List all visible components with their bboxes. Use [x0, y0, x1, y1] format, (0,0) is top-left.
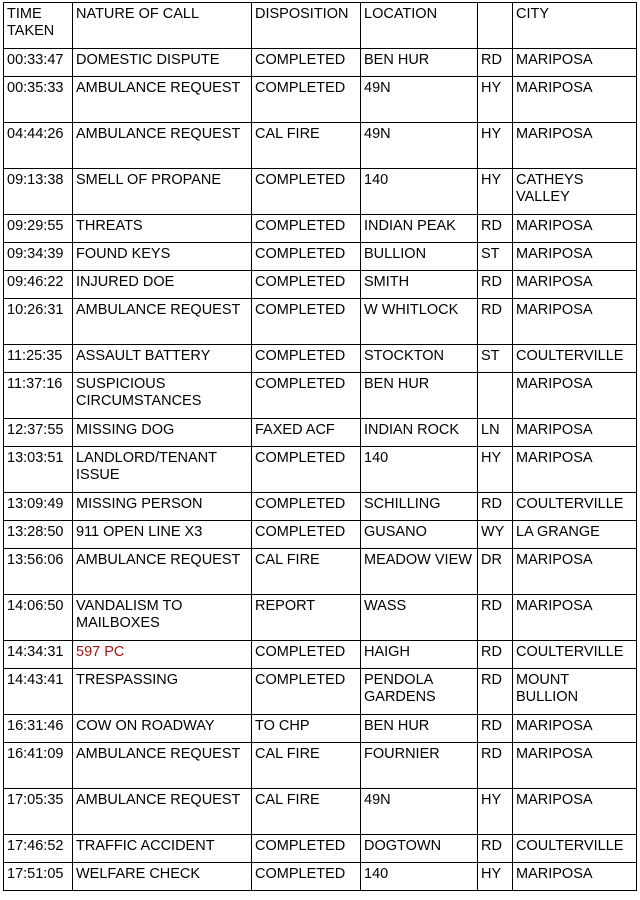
cell-location: W WHITLOCK — [361, 299, 478, 345]
table-row — [4, 549, 637, 595]
cell-time-taken: 14:43:41 — [4, 669, 73, 715]
table-row — [4, 595, 637, 641]
cell-location: 140 — [361, 447, 478, 493]
table-row — [4, 419, 637, 447]
cell-city: MARIPOSA — [513, 123, 637, 169]
table-row — [4, 521, 637, 549]
cell-city: MARIPOSA — [513, 215, 637, 243]
table-row — [4, 169, 637, 215]
cell-city: MARIPOSA — [513, 419, 637, 447]
cell-location: BEN HUR — [361, 49, 478, 77]
cell-street-type: HY — [478, 77, 513, 123]
cell-disposition: TO CHP — [252, 715, 361, 743]
cell-location: HAIGH — [361, 641, 478, 669]
cell-city: MOUNT BULLION — [513, 669, 637, 715]
cell-disposition: REPORT — [252, 595, 361, 641]
cell-time-taken: 13:03:51 — [4, 447, 73, 493]
cell-street-type: RD — [478, 715, 513, 743]
cell-disposition: COMPLETED — [252, 215, 361, 243]
cell-street-type: HY — [478, 123, 513, 169]
table-row — [4, 77, 637, 123]
cell-disposition: CAL FIRE — [252, 549, 361, 595]
cell-disposition: COMPLETED — [252, 493, 361, 521]
cell-street-type: RD — [478, 595, 513, 641]
cell-time-taken: 00:35:33 — [4, 77, 73, 123]
cell-nature-of-call: FOUND KEYS — [73, 243, 252, 271]
cell-location: DOGTOWN — [361, 835, 478, 863]
cell-location: STOCKTON — [361, 345, 478, 373]
cell-disposition: COMPLETED — [252, 299, 361, 345]
cell-nature-of-call: AMBULANCE REQUEST — [73, 123, 252, 169]
header-city: CITY — [513, 3, 637, 49]
cell-city: MARIPOSA — [513, 789, 637, 835]
table-row — [4, 271, 637, 299]
cell-nature-of-call: AMBULANCE REQUEST — [73, 549, 252, 595]
cell-disposition: COMPLETED — [252, 243, 361, 271]
cell-city: MARIPOSA — [513, 447, 637, 493]
cell-time-taken: 13:28:50 — [4, 521, 73, 549]
cell-street-type: DR — [478, 549, 513, 595]
cell-disposition: COMPLETED — [252, 49, 361, 77]
cell-disposition: COMPLETED — [252, 345, 361, 373]
cell-city: LA GRANGE — [513, 521, 637, 549]
cell-time-taken: 12:37:55 — [4, 419, 73, 447]
header-nature-of-call: NATURE OF CALL — [73, 3, 252, 49]
header-row — [4, 3, 637, 49]
cell-nature-of-call: LANDLORD/TENANT ISSUE — [73, 447, 252, 493]
cell-street-type: RD — [478, 493, 513, 521]
table-row — [4, 743, 637, 789]
table-row — [4, 789, 637, 835]
cell-disposition: COMPLETED — [252, 863, 361, 891]
cell-disposition: COMPLETED — [252, 835, 361, 863]
table-row — [4, 215, 637, 243]
cell-nature-of-call: WELFARE CHECK — [73, 863, 252, 891]
cell-disposition: COMPLETED — [252, 169, 361, 215]
cell-street-type: RD — [478, 215, 513, 243]
cell-nature-of-call: SMELL OF PROPANE — [73, 169, 252, 215]
cell-time-taken: 09:13:38 — [4, 169, 73, 215]
cell-location: BEN HUR — [361, 373, 478, 419]
cell-city: MARIPOSA — [513, 243, 637, 271]
cell-city: MARIPOSA — [513, 595, 637, 641]
table-row — [4, 669, 637, 715]
cell-street-type — [478, 373, 513, 419]
cell-city: MARIPOSA — [513, 743, 637, 789]
table-row — [4, 345, 637, 373]
cell-disposition: CAL FIRE — [252, 789, 361, 835]
cell-nature-of-call: MISSING DOG — [73, 419, 252, 447]
cell-street-type: HY — [478, 447, 513, 493]
cell-nature-of-call: AMBULANCE REQUEST — [73, 743, 252, 789]
cell-nature-of-call: AMBULANCE REQUEST — [73, 789, 252, 835]
cell-street-type: RD — [478, 49, 513, 77]
cell-nature-of-call: TRESPASSING — [73, 669, 252, 715]
header-disposition: DISPOSITION — [252, 3, 361, 49]
cell-nature-of-call: INJURED DOE — [73, 271, 252, 299]
table-row — [4, 715, 637, 743]
cell-time-taken: 14:06:50 — [4, 595, 73, 641]
cell-city: MARIPOSA — [513, 863, 637, 891]
cell-street-type: WY — [478, 521, 513, 549]
cell-city: MARIPOSA — [513, 271, 637, 299]
cell-nature-of-call: ASSAULT BATTERY — [73, 345, 252, 373]
cell-street-type: RD — [478, 835, 513, 863]
table-row — [4, 243, 637, 271]
cell-nature-of-call: AMBULANCE REQUEST — [73, 299, 252, 345]
table-row — [4, 641, 637, 669]
cell-location: MEADOW VIEW — [361, 549, 478, 595]
cell-nature-of-call: 911 OPEN LINE X3 — [73, 521, 252, 549]
cell-city: MARIPOSA — [513, 77, 637, 123]
cell-time-taken: 16:31:46 — [4, 715, 73, 743]
cell-location: INDIAN PEAK — [361, 215, 478, 243]
cell-street-type: RD — [478, 743, 513, 789]
cell-time-taken: 00:33:47 — [4, 49, 73, 77]
cell-street-type: HY — [478, 169, 513, 215]
cell-location: GUSANO — [361, 521, 478, 549]
cell-nature-of-call: DOMESTIC DISPUTE — [73, 49, 252, 77]
cell-nature-of-call: VANDALISM TO MAILBOXES — [73, 595, 252, 641]
cell-disposition: CAL FIRE — [252, 743, 361, 789]
cell-time-taken: 11:25:35 — [4, 345, 73, 373]
table-row — [4, 447, 637, 493]
table-row — [4, 49, 637, 77]
cell-street-type: RD — [478, 271, 513, 299]
cell-city: MARIPOSA — [513, 373, 637, 419]
cell-nature-of-call: MISSING PERSON — [73, 493, 252, 521]
cell-nature-of-call: TRAFFIC ACCIDENT — [73, 835, 252, 863]
cell-street-type: HY — [478, 863, 513, 891]
cell-street-type: ST — [478, 243, 513, 271]
table-row — [4, 835, 637, 863]
cell-city: CATHEYS VALLEY — [513, 169, 637, 215]
cell-location: 140 — [361, 863, 478, 891]
table-row — [4, 123, 637, 169]
cell-nature-of-call: AMBULANCE REQUEST — [73, 77, 252, 123]
cell-location: 140 — [361, 169, 478, 215]
cell-time-taken: 11:37:16 — [4, 373, 73, 419]
cell-street-type: HY — [478, 789, 513, 835]
cell-time-taken: 17:05:35 — [4, 789, 73, 835]
cell-time-taken: 17:51:05 — [4, 863, 73, 891]
header-time-taken: TIME TAKEN — [4, 3, 73, 49]
cell-nature-of-call: SUSPICIOUS CIRCUMSTANCES — [73, 373, 252, 419]
cell-time-taken: 14:34:31 — [4, 641, 73, 669]
cell-location: SMITH — [361, 271, 478, 299]
cell-disposition: COMPLETED — [252, 521, 361, 549]
cell-time-taken: 09:46:22 — [4, 271, 73, 299]
cell-location: BULLION — [361, 243, 478, 271]
cell-city: COULTERVILLE — [513, 493, 637, 521]
cell-disposition: FAXED ACF — [252, 419, 361, 447]
cell-disposition: COMPLETED — [252, 641, 361, 669]
cell-time-taken: 10:26:31 — [4, 299, 73, 345]
cell-location: 49N — [361, 123, 478, 169]
header-location: LOCATION — [361, 3, 478, 49]
cell-street-type: RD — [478, 669, 513, 715]
cell-city: COULTERVILLE — [513, 345, 637, 373]
cell-city: MARIPOSA — [513, 49, 637, 77]
cell-disposition: COMPLETED — [252, 77, 361, 123]
cell-disposition: COMPLETED — [252, 669, 361, 715]
cell-time-taken: 16:41:09 — [4, 743, 73, 789]
cell-time-taken: 04:44:26 — [4, 123, 73, 169]
cell-street-type: ST — [478, 345, 513, 373]
cell-location: PENDOLA GARDENS — [361, 669, 478, 715]
table-row — [4, 863, 637, 891]
table-row — [4, 493, 637, 521]
cell-city: MARIPOSA — [513, 715, 637, 743]
cell-city: MARIPOSA — [513, 299, 637, 345]
cell-time-taken: 09:34:39 — [4, 243, 73, 271]
cell-city: COULTERVILLE — [513, 835, 637, 863]
table-row — [4, 299, 637, 345]
cell-location: SCHILLING — [361, 493, 478, 521]
cell-location: WASS — [361, 595, 478, 641]
cell-time-taken: 17:46:52 — [4, 835, 73, 863]
cell-location: 49N — [361, 789, 478, 835]
cell-disposition: CAL FIRE — [252, 123, 361, 169]
cell-street-type: LN — [478, 419, 513, 447]
cell-disposition: COMPLETED — [252, 373, 361, 419]
cell-city: MARIPOSA — [513, 549, 637, 595]
header-street-type — [478, 3, 513, 49]
cell-location: BEN HUR — [361, 715, 478, 743]
cell-location: INDIAN ROCK — [361, 419, 478, 447]
cell-location: 49N — [361, 77, 478, 123]
cell-street-type: RD — [478, 641, 513, 669]
table-row — [4, 373, 637, 419]
cell-time-taken: 13:09:49 — [4, 493, 73, 521]
cell-nature-of-call: COW ON ROADWAY — [73, 715, 252, 743]
cell-disposition: COMPLETED — [252, 271, 361, 299]
cell-time-taken: 13:56:06 — [4, 549, 73, 595]
cell-nature-of-call: 597 PC — [73, 641, 252, 669]
cell-disposition: COMPLETED — [252, 447, 361, 493]
cell-city: COULTERVILLE — [513, 641, 637, 669]
cell-location: FOURNIER — [361, 743, 478, 789]
cell-nature-of-call: THREATS — [73, 215, 252, 243]
call-log-table — [3, 2, 637, 891]
cell-street-type: RD — [478, 299, 513, 345]
cell-time-taken: 09:29:55 — [4, 215, 73, 243]
